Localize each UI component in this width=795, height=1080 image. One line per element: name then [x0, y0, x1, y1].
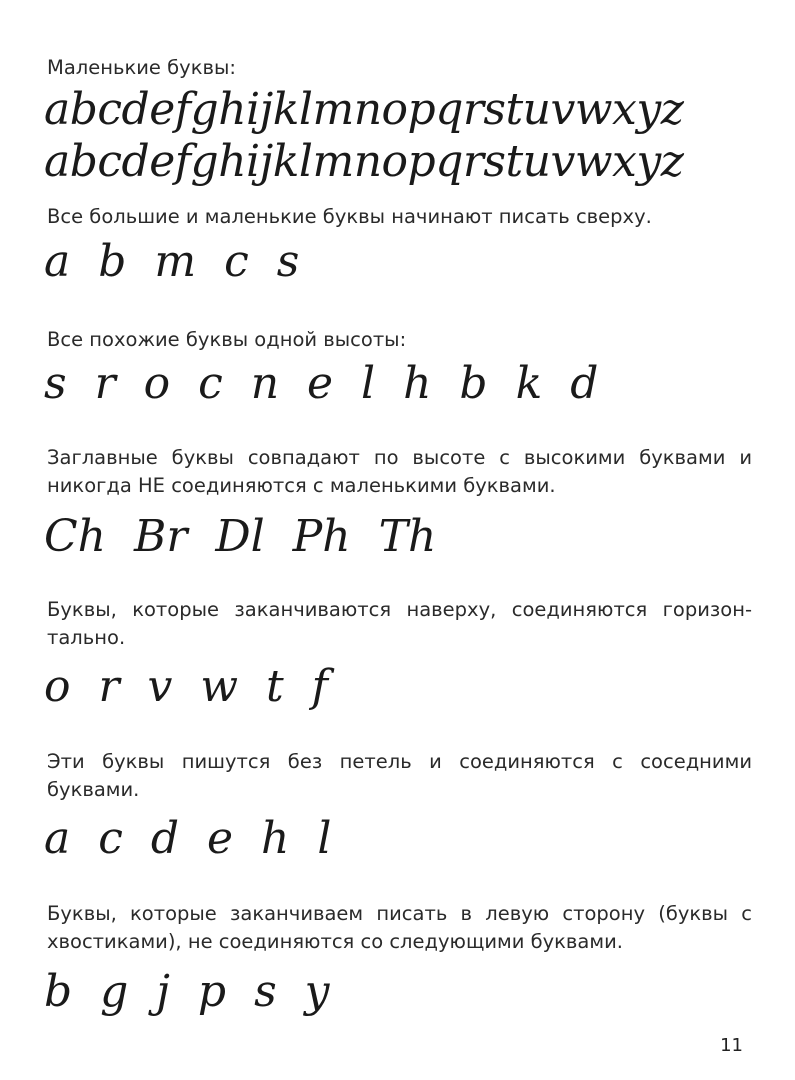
section-label-letters-with-tails: Буквы, которые заканчиваем писать в левую сторону (буквы с хвостиками), не соединяются со следующими буквами. [47, 902, 752, 953]
handwriting-sample-letters-with-tails: b g j p s y [44, 966, 330, 1017]
handwriting-sample-no-loops: a c d e h l [44, 813, 332, 864]
section-label-small-letters: Маленькие буквы: [47, 56, 236, 79]
section-label-end-at-top: Буквы, которые заканчиваются наверху, соединяются горизон-тально. [47, 598, 752, 649]
handwriting-sample-start-from-top: a b m c s [44, 236, 300, 287]
section-label-same-height: Все похожие буквы одной высоты: [47, 328, 407, 351]
handwriting-sample-capital-letters: Ch Br Dl Ph Th [44, 511, 437, 562]
handwriting-alphabet-line-2: abcdefghijklmnopqrstuvwxyz [44, 136, 684, 187]
handwriting-sample-same-height: s r o c n e l h b k d [44, 358, 599, 409]
handwriting-sample-end-at-top: o r v w t f [44, 661, 328, 712]
section-label-start-from-top: Все большие и маленькие буквы начинают писать сверху. [47, 205, 652, 228]
page-number: 11 [720, 1035, 743, 1056]
section-label-no-loops: Эти буквы пишутся без петель и соединяются с соседними буквами. [47, 750, 752, 801]
section-label-capital-letters: Заглавные буквы совпадают по высоте с высокими буквами и никогда НЕ соединяются с маленькими буквами. [47, 446, 752, 497]
handwriting-alphabet-line-1: abcdefghijklmnopqrstuvwxyz [44, 84, 684, 135]
